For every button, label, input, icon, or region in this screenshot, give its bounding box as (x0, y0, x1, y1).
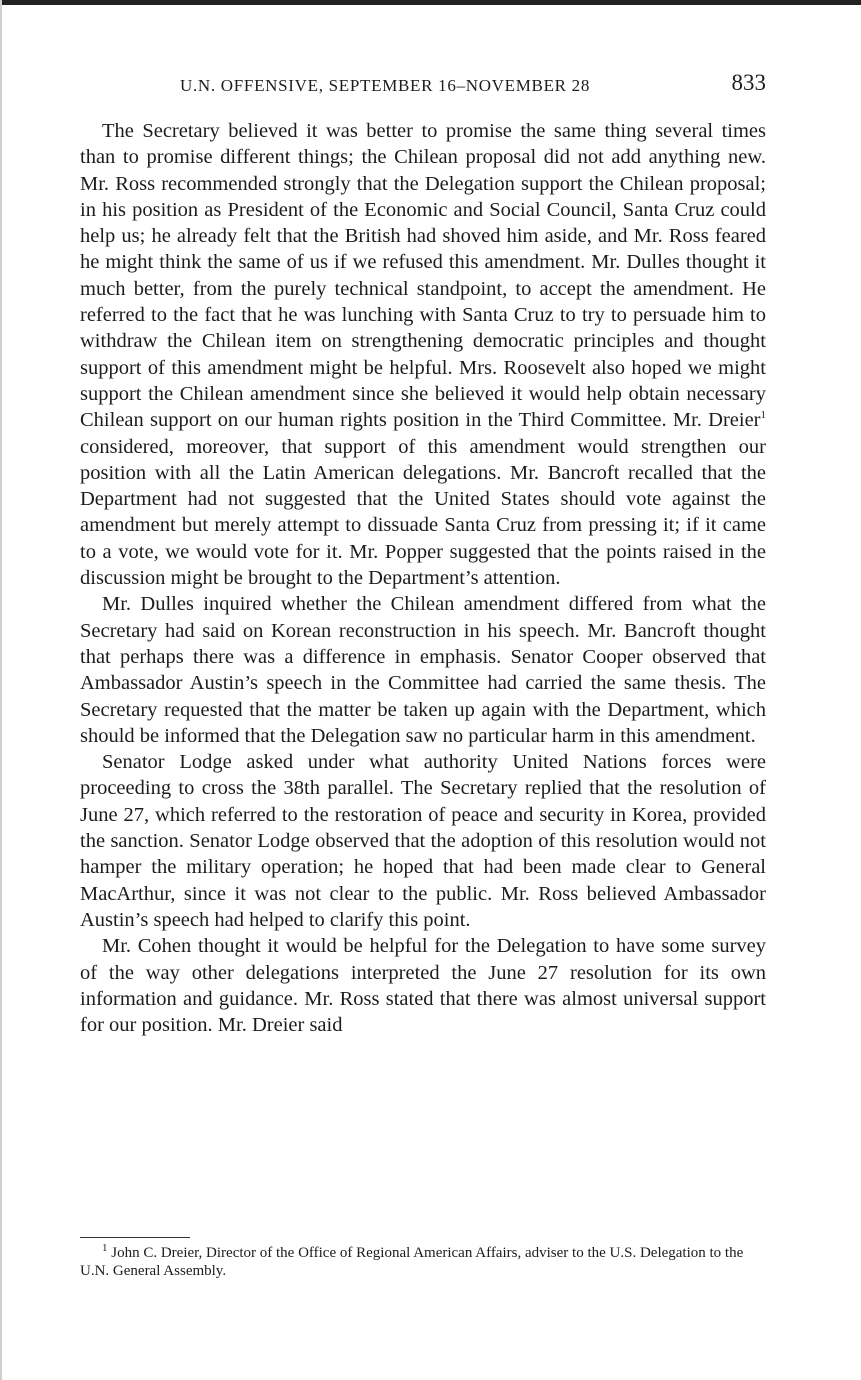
running-title: U.N. OFFENSIVE, SEPTEMBER 16–NOVEMBER 28 (180, 76, 591, 95)
page-number: 833 (731, 70, 766, 95)
footnote-divider (80, 1237, 190, 1238)
footnote (80, 1244, 770, 1280)
paragraph-2-text: Mr. Dulles inquired whether the Chilean amendment differed from what the Secretary had said on Korean reconstruction in his speech. Mr. Bancroft thought that perhaps there was a difference in emphasis. Senator Cooper observed that Ambassador Austin’s speech in the Committee had carried the same thesis. The Secretary requested that the matter be taken up again with the Department, which should be informed that the Delegation saw no particular harm in this amendment. (80, 593, 766, 747)
paragraph-1-text-a: The Secretary believed it was better to promise the same thing several times than to promise different things; the Chilean proposal did not add anything new. Mr. Ross recommended strongly that the Delegation support the Chilean proposal; in his position as President of the Economic and Social Council, Santa Cruz could help us; he already felt that the British had shoved him aside, and Mr. Ross feared he might think the same of us if we refused this amendment. Mr. Dulles thought it much better, from the purely technical standpoint, to accept the amendment. He referred to the fact that he was lunching with Santa Cruz to try to persuade him to withdraw the Chilean item on strengthening democratic principles and thought support of this amendment might be helpful. Mrs. Roosevelt also hoped we might support the Chilean amendment since she believed it would help obtain necessary Chilean support on our human rights position in the Third Committee. Mr. Dreier (80, 120, 766, 432)
paragraph-1-text-b: considered, moreover, that support of this amendment would strengthen our position with all the Latin American delegations. Mr. Bancroft recalled that the Department had not suggested that the United States should vote against the amendment but merely attempt to dissuade Santa Cruz from pressing it; if it came to a vote, we would vote for it. Mr. Popper suggested that the points raised in the discussion might be brought to the Department’s attention. (80, 435, 766, 590)
paragraph-1 (80, 118, 766, 591)
footnote-reference: 1 (760, 409, 766, 422)
running-header (80, 70, 766, 102)
paragraph-3 (80, 749, 766, 933)
page-top-rule (0, 0, 861, 5)
page-left-edge (0, 0, 2, 1380)
footnote-1 (80, 1244, 770, 1280)
footnote-marker: 1 (102, 1242, 108, 1254)
paragraph-4 (80, 933, 766, 1038)
paragraph-2 (80, 591, 766, 749)
body-text (80, 118, 766, 1038)
paragraph-3-text: Senator Lodge asked under what authority United Nations forces were proceeding to cross the 38th parallel. The Secretary replied that the resolution of June 27, which referred to the restoration of peace and security in Korea, provided the sanction. Senator Lodge observed that the adoption of this resolution would not hamper the military operation; he hoped that had been made clear to General MacArthur, since it was not clear to the public. Mr. Ross believed Ambassador Austin’s speech had helped to clarify this point. (80, 751, 766, 931)
footnote-text: John C. Dreier, Director of the Office of Regional American Affairs, adviser to the U.S. Delegation to the U.N. General Assembly. (80, 1245, 744, 1279)
paragraph-4-text: Mr. Cohen thought it would be helpful for the Delegation to have some survey of the way other delegations interpreted the June 27 resolution for its own information and guidance. Mr. Ross stated that there was almost universal support for our position. Mr. Dreier said (80, 935, 766, 1037)
